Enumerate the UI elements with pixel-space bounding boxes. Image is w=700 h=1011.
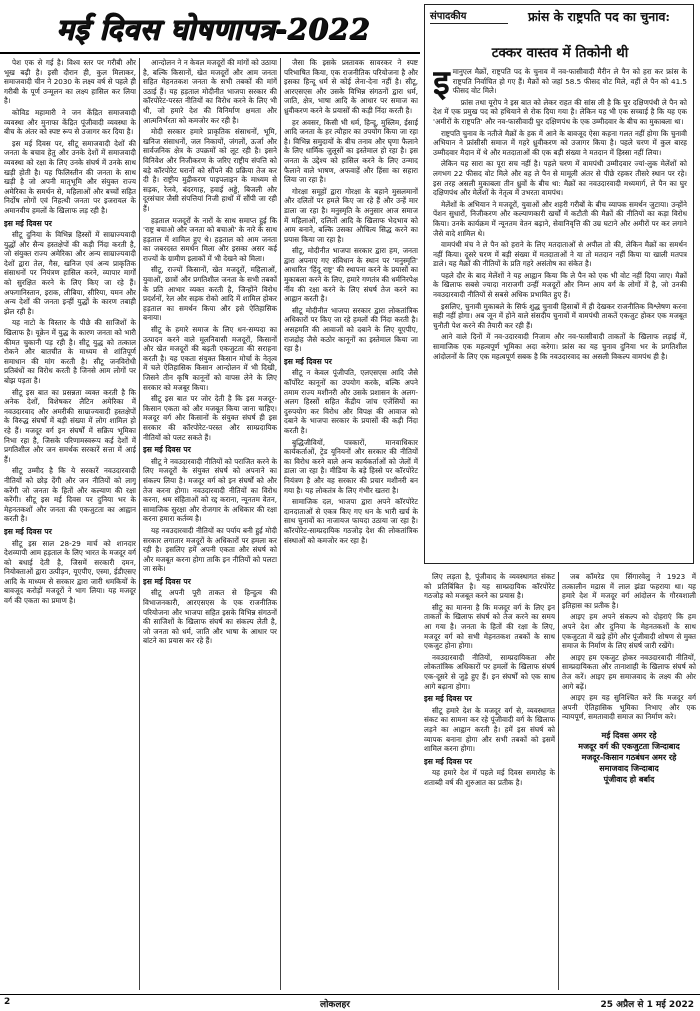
paragraph: यह नवउदारवादी नीतियों का पर्याय बनी हुई मोदी सरकार लगातार मजदूरों के अधिकारों पर हमला कर रही है। इसलिए हमें अपनी एकता और संघर्ष को और मजबूत करना होगा ताकि इन नीतियों को पलटा जा सके। (143, 525, 277, 574)
paragraph: हड़ताल मजदूरों के नारों के साथ समाप्त हुई कि 'राष्ट्र बचाओ और जनता को बचाओ' के नारे के साथ हड़ताल में शामिल हुए थे। हड़ताल को आम जनता का जबरदस्त समर्थन मिला और इसका असर कई राज्यों के ग्रामीण इलाकों में भी देखने को मिला। (143, 215, 277, 263)
paragraph: सीटू उम्मीद है कि ये सरकारें नवउदारवादी नीतियों को छोड़ देंगी और जन नीतियों को लागू करेंगी जो जनता के हितों और कल्याण की रक्षा करेंगी। सीटू इस मई दिवस पर दुनिया भर के मेहनतकशों और जनता की एकजुटता का आह्वान करती है। (4, 466, 136, 524)
section-subhead: इस मई दिवस पर (424, 694, 472, 704)
headline-rule (0, 52, 420, 54)
editorial-paragraph: इसलिए, चुनावी मुकाबले के सिर्फ शुद्ध चुनावी हिसाबों में ही देखकर राजनीतिक विश्लेषण करना सही नहीं होगा। अब जून में होने वाले संसदीय चुनावों में वामपंथी ताकतें एकजुट होकर एक मजबूत चुनौती पेश करने की तैयारी कर रही हैं। (433, 301, 687, 330)
paragraph: कोविड महामारी ने जन केंद्रित समाजवादी व्यवस्था और मुनाफा केंद्रित पूंजीवादी व्यवस्था के बीच के अंतर को स्पष्ट रूप से उजागर कर दिया है। (4, 107, 136, 137)
editorial-paragraph (433, 67, 687, 103)
editorial-body (433, 67, 687, 561)
paragraph: जब कॉमरेड एम सिंगारवेलु ने 1923 में तत्कालीन मद्रास में लाल झंडा फहराया था। यह हमारे देश में मजदूर वर्ग आंदोलन के गौरवशाली इतिहास का प्रतीक है। (562, 572, 696, 610)
issue-date: 25 अप्रैल से 1 मई 2022 (600, 1000, 694, 1010)
slogan-line: मजदूर-किसान गठबंधन अमर रहे (581, 752, 677, 762)
article-column-5 (562, 572, 696, 990)
editorial-paragraph: आने वाले दिनों में नव-उदारवादी निजाम और नव-फासीवादी ताकतों के खिलाफ लड़ाई में, सामाजिक एक महत्वपूर्ण भूमिका अदा करेगा। फ्रांस का यह चुनाव दुनिया भर के प्रगतिशील आंदोलनों के लिए एक महत्वपूर्ण सबक है कि नवउदारवाद का असली विकल्प वामपंथ ही है। (433, 332, 687, 361)
editorial-paragraph: राष्ट्रपति चुनाव के नतीजे मैक्रों के हक में आने के बावजूद ऐसा कहना गलत नहीं होगा कि चुनावी अभियान ने फ्रांसीसी समाज में गहरे ध्रुवीकरण को उजागर किया है। पहले चरण में कुल बारह उम्मीदवार मैदान में थे और मतदाताओं की एक बड़ी संख्या ने मतदान में हिस्सा नहीं लिया। (433, 128, 687, 157)
paragraph: सीटू इस बात का प्रसन्नता व्यक्त करती है कि अनेक देशों, विशेषकर लैटिन अमेरिका में नवउदारवाद और अमरीकी साम्राज्यवादी हस्तक्षेपों के विरुद्ध संघर्षों में बड़ी संख्या में लोग शामिल हो रहे हैं। मजदूर वर्ग इन संघर्षों में सक्रिय भूमिका निभा रहा है, जिसके परिणामस्वरूप कई देशों में प्रगतिशील और जन समर्थक सरकारें सत्ता में आई हैं। (4, 387, 136, 464)
paragraph: जैसा कि इसके प्रस्तावक सावरकर ने स्पष्ट परिभाषित किया, एक राजनीतिक परियोजना है और इसका हिन्दू धर्म से कोई लेना-देना नहीं है। सीटू, आरएसएस और उसके विभिन्न संगठनों द्वारा धर्म, जाति, क्षेत्र, भाषा आदि के आधार पर समाज का ध्रुवीकरण करने के प्रयासों की कड़ी निंदा करती है। (284, 58, 418, 115)
slogan-line: मजदूर वर्ग की एकजुटता जिन्दाबाद (578, 741, 680, 751)
paragraph: सीटू, राज्यों किसानों, खेत मजदूरों, महिलाओं, युवाओं, छात्रों और प्रगतिशील जनता के सभी तबकों के प्रति आभार व्यक्त करती है, जिन्होंने विरोध प्रदर्शनों, रेल और सड़क रोको आदि में शामिल होकर हड़ताल का समर्थन किया और इसे ऐतिहासिक बनाया। (143, 265, 277, 323)
page-headline: मई दिवस घोषणापत्र-2022 (55, 11, 371, 46)
editorial-paragraph-text: मानुएल मैक्रों, राष्ट्रपति पद के चुनाव में नव-फासीवादी मैरीन ले पैन को हरा कर फ्रांस के राष्ट्रपति निर्वाचित हो गए हैं। मैक्रों को जहां 58.5 फीसद वोट मिले, वहीं ले पैन को 41.5 फीसद वोट मिले। (452, 67, 687, 96)
editorial-label-underline (430, 23, 508, 24)
editorial-paragraph: फ्रांस तथा यूरोप ने इस बात को लेकर राहत की सांस ली है कि घुर दक्षिणपंथी ले पैन को देश में एक प्रमुख पद को हथियाने से रोक दिया गया है। लेकिन यह भी एक सच्चाई है कि यह एक 'अमीरों के राष्ट्रपति' और नव-फासीवादी घुर दक्षिणपंथ के एक उम्मीदवार के बीच का मुकाबला था। (433, 97, 687, 126)
paragraph: सीटू इस बात पर जोर देती है कि इस मजदूर-किसान एकता को और मजबूत किया जाना चाहिए। मजदूर वर्ग और किसानों के संयुक्त संघर्ष ही इस सरकार की कॉरपोरेट-परस्त और साम्प्रदायिक नीतियों को पलट सकते हैं। (143, 394, 277, 442)
article-column-1 (4, 58, 136, 990)
paragraph: यह नाटो के विस्तार के पीछे की साजिशों के खिलाफ है। यूक्रेन में युद्ध के कारण जनता को भारी कीमत चुकानी पड़ रही है। सीटू युद्ध को तत्काल रोकने और बातचीत के माध्यम से शांतिपूर्ण समाधान की मांग करती है। सीटू जनविरोधी प्रतिबंधों का विरोध करती है जिनसे आम लोगों पर बोझ पड़ता है। (4, 318, 136, 385)
paragraph: सीटू दुनिया के विभिन्न हिस्सों में साम्राज्यवादी युद्धों और सैन्य हस्तक्षेपों की कड़ी निंदा करती है, जो संयुक्त राज्य अमेरिका और अन्य साम्राज्यवादी देशों द्वारा तेल, गैस, खनिज एवं अन्य प्राकृतिक संसाधनों पर नियंत्रण हासिल करने, व्यापार मार्गों को सुरक्षित करने के लिए किए जा रहे हैं। अफगानिस्तान, इराक, लीबिया, सीरिया, यमन और अन्य देशों की जनता इन्हीं युद्धों के कारण तबाही झेल रही है। (4, 230, 136, 316)
section-subhead: इस मई दिवस पर (424, 756, 472, 766)
paragraph: मोदी सरकार हमारे प्राकृतिक संसाधनों, भूमि, खनिज संसाधनों, जल निकायों, जंगलों, ऊर्जा और सार्वजनिक क्षेत्र के उपक्रमों को लूट रही है। इसने विनिवेश और निजीकरण के जरिए राष्ट्रीय संपत्ति को बड़े कॉरपोरेट घरानों को सौंपने की प्रक्रिया तेज कर दी है। राष्ट्रीय मुद्रीकरण पाइपलाइन के माध्यम से सड़क, रेलवे, बंदरगाह, हवाई अड्डे, बिजली और दूरसंचार जैसी संपत्तियां निजी हाथों में सौंपी जा रही हैं। (143, 127, 277, 213)
paragraph: लिए लड़ता है, पूंजीवाद के व्यवस्थागत संकट को प्रतिबिंबित है। यह साम्प्रदायिक कॉरपोरेट गठजोड़ को मजबूत करने का प्रयास है। (424, 572, 555, 601)
paragraph: आन्दोलन ने न केवल मजदूरों की मांगों को उठाया है, बल्कि किसानों, खेत मजदूरों और आम जनता सहित मेहनतकश जनता के सभी तबकों की मांगें उठाई हैं। यह हड़ताल मोदीनीत भाजपा सरकार की कॉरपोरेट-परस्त नीतियों का विरोध करने के लिए भी थी, जो हमारे देश की विनिर्माण क्षमता और आत्मनिर्भरता को कमजोर कर रही है। (143, 58, 277, 125)
slogan-line: पूंजीवाद हो बर्बाद (603, 774, 655, 784)
section-subhead: इस मई दिवस पर (143, 576, 191, 586)
column-divider (558, 572, 559, 990)
article-column-3 (284, 58, 418, 990)
paragraph: पेश एक से गई है। विश्व स्तर पर गरीबी और भूख बढ़ी है। इसी दौरान ही, कुल मिलाकर, समाजवादी चीन ने 2030 के लक्ष्य वर्ष से पहले ही गरीबी के पूर्ण उन्मूलन का लक्ष्य हासिल कर लिया है। (4, 58, 136, 106)
paragraph: गोरक्षा समूहों द्वारा गोरक्षा के बहाने मुसलमानों और दलितों पर हमले किए जा रहे हैं और उन्हें मार डाला जा रहा है। मनुस्मृति के अनुसार आज समाज में महिलाओं, दलितों आदि के खिलाफ भेदभाव को आम बनाने, बल्कि उसका औचित्य सिद्ध करने का प्रयास किया जा रहा है। (284, 186, 418, 244)
column-divider (139, 58, 140, 990)
paragraph: आइए हम अपने संकल्प को दोहराएं कि हम अपने देश और दुनिया के मेहनतकशों के साथ एकजुटता में खड़े होंगे और पूंजीवादी शोषण से मुक्त समाज के निर्माण के लिए संघर्ष जारी रखेंगे। (562, 612, 696, 651)
editorial-paragraph: वामपंथी मंच ने ले पैन को हराने के लिए मतदाताओं से अपील तो की, लेकिन मैक्रों का समर्थन नहीं किया। दूसरे चरण में बड़ी संख्या में मतदाताओं ने या तो मतदान नहीं किया या खाली मतपत्र डाले। यह मैक्रों की नीतियों के प्रति गहरे असंतोष का संकेत है। (433, 240, 687, 269)
editorial-title: फ्रांस के राष्ट्रपति पद का चुनाव: (527, 9, 671, 24)
paragraph: सीटू न केवल पूंजीपति, एलएसएस आदि जैसे कॉर्पोरेट कानूनों का उपयोग करके, बल्कि अपने तमाम राज्य मशीनरी और उसके प्रशासन के अलग-अलग हिस्सों सहित केंद्रीय जांच एजेंसियों का दुरुपयोग कर विरोध और विपक्ष की आवाज को दबाने के भाजपा सरकार के प्रयासों की कड़ी निंदा करती है। (284, 368, 418, 435)
paragraph: यह हमारे देश में पहले मई दिवस समारोह के शताब्दी वर्ष की शुरुआत का प्रतीक है। (424, 768, 555, 787)
paragraph: हर अवसर, किसी भी धर्म, हिन्दू, मुस्लिम, ईसाई आदि जनता के हर त्यौहार का उपयोग किया जा रहा है। विभिन्न समुदायों के बीच तनाव और घृणा फैलाने के लिए धार्मिक जुलूसों का इस्तेमाल हो रहा है। इस जनता के उद्देश्य को हासिल करने के लिए उन्माद फैलाने वाले भाषण, अफवाहें और हिंसा का सहारा लिया जा रहा है। (284, 117, 418, 185)
section-subhead: इस मई दिवस पर (4, 526, 52, 536)
paragraph: सीटू ने नवउदारवादी नीतियों को पराजित करने के लिए मजदूरों के संयुक्त संघर्ष को अपनाने का संकल्प लिया है। मजदूर वर्ग को इन संघर्षों को और तेज करना होगा। नवउदारवादी नीतियों का विरोध करना, श्रम संहिताओं को रद्द कराना, न्यूनतम वेतन, सामाजिक सुरक्षा और रोजगार के अधिकार की रक्षा करना हमारा कर्तव्य है। (143, 456, 277, 524)
section-subhead: इस मई दिवस पर (284, 356, 332, 366)
paragraph: सीटू हमारे देश के मजदूर वर्ग से, व्यवस्थागत संकट का सामना कर रहे पूंजीवादी वर्ग के खिलाफ लड़ने का आह्वान करती है। हमें इस संघर्ष को व्यापक बनाना होगा और सभी तबकों को इसमें शामिल करना होगा। (424, 705, 555, 754)
article-column-4 (424, 572, 555, 990)
slogan-line: मई दिवस अमर रहे (601, 730, 657, 740)
paragraph: सीटू अपनी पूरी ताकत से हिन्दुत्व की विभाजनकारी, आरएसएस के एक राजनीतिक परियोजना और भाजपा सहित इसके विभिन्न संगठनों की साजिशों के खिलाफ संघर्ष का संकल्प लेती है, जो जनता को धर्म, जाति और भाषा के आधार पर बांटने का प्रयास कर रहे हैं। (143, 588, 277, 646)
slogans-block (562, 730, 696, 785)
newspaper-name: लोकलहर (320, 1000, 350, 1010)
article-column-2 (143, 58, 277, 990)
paragraph: सामाजिक दल, भाजपा द्वारा अपने कॉरपोरेट दानदाताओं से एकत्र किए गए धन के भारी खर्च के साथ चुनावों का नाजायज फायदा उठाया जा रहा है। कॉरपोरेट-साम्प्रदायिक गठजोड़ देश की लोकतांत्रिक संस्थाओं को कमजोर कर रहा है। (284, 497, 418, 545)
paragraph: इस मई दिवस पर, सीटू समाजवादी देशों की जनता के बचाव हेतु और उनके देशों में समाजवादी व्यवस्था को रक्षा के लिए उनके संघर्ष में उनके साथ खड़ी होती है। यह फिलिस्तीन की जनता के साथ खड़ी है जो अपनी मातृभूमि और संयुक्त राज्य अमेरिका के समर्थन से, महिलाओं और बच्चों सहित निर्दोष लोगों एवं निहत्थी जनता पर इजरायल के अमानवीय हमलों के खिलाफ लड़ रही है। (4, 138, 136, 215)
footer-rule (0, 994, 700, 995)
drop-cap: इ (433, 67, 450, 103)
editorial-paragraph: मेलेंशों के अभियान ने मजदूरों, युवाओं और शहरी गरीबों के बीच व्यापक समर्थन जुटाया। उन्होंने पेंशन सुधारों, निजीकरण और कल्याणकारी खर्चों में कटौती की मैक्रों की नीतियों का कड़ा विरोध किया। उनके कार्यक्रम में न्यूनतम वेतन बढ़ाने, सेवानिवृत्ति की उम्र घटाने और अमीरों पर कर लगाने जैसे वादे शामिल थे। (433, 199, 687, 238)
paragraph: बुद्धिजीवियों, पत्रकारों, मानवाधिकार कार्यकर्ताओं, ट्रेड यूनियनों और सरकार की नीतियों का विरोध करने वाले अन्य कार्यकर्ताओं को जेलों में डाला जा रहा है। मीडिया के बड़े हिस्से पर कॉरपोरेट नियंत्रण है और वह सरकार की प्रचार मशीनरी बन गया है। यह लोकतंत्र के लिए गंभीर खतरा है। (284, 437, 418, 495)
page-number: 2 (4, 997, 11, 1007)
editorial-box (424, 4, 694, 564)
paragraph: सीटू इस साल 28-29 मार्च को शानदार देशव्यापी आम हड़ताल के लिए भारत के मजदूर वर्ग को बधाई देती है, जिसमें सरकारी दमन, नियोक्ताओं द्वारा उत्पीड़न, यूएपीए, एस्मा, ईडीएसए आदि के माध्यम से सरकार द्वारा जारी धमकियों के बावजूद करोड़ों मजदूरों ने भाग लिया। यह मजदूर वर्ग की एकता का प्रमाण है। (4, 538, 136, 606)
slogan-line: समाजवाद जिन्दाबाद (599, 763, 659, 773)
paragraph: नवउदारवादी नीतियों, साम्प्रदायिकता और लोकतांत्रिक अधिकारों पर हमलों के खिलाफ संघर्ष एक-दूसरे से जुड़े हुए हैं। इन संघर्षों को एक साथ आगे बढ़ाना होगा। (424, 652, 555, 691)
editorial-paragraph: पहले दौर के बाद मेलेंशों ने यह आह्वान किया कि ले पैन को एक भी वोट नहीं दिया जाए। मैक्रों के खिलाफ सबसे ज्यादा नाराजगी उन्हीं मजदूरों और निम्न आय वर्ग के लोगों में है, जो उनकी नवउदारवादी नीतियों से सबसे अधिक प्रभावित हुए हैं। (433, 270, 687, 300)
editorial-label: संपादकीय (430, 11, 467, 22)
paragraph: आइए हम यह सुनिश्चित करें कि मजदूर वर्ग अपनी ऐतिहासिक भूमिका निभाए और एक न्यायपूर्ण, समतावादी समाज का निर्माण करे। (562, 693, 696, 722)
section-subhead: इस मई दिवस पर (4, 218, 52, 228)
section-subhead: इस मई दिवस पर (143, 445, 191, 455)
paragraph: सीटू मोदीनीत भाजपा सरकार द्वारा लोकतांत्रिक अधिकारों पर किए जा रहे हमलों की निंदा करती है। असहमति की आवाजों को दबाने के लिए यूएपीए, राजद्रोह जैसे कठोर कानूनों का इस्तेमाल किया जा रहा है। (284, 305, 418, 354)
editorial-subtitle: टक्कर वास्तव में तिकोनी थी (491, 45, 629, 61)
paragraph: आइए हम एकजुट होकर नवउदारवादी नीतियों, साम्प्रदायिकता और तानाशाही के खिलाफ संघर्ष को तेज करें। आइए हम समाजवाद के लक्ष्य की ओर आगे बढ़ें। (562, 652, 696, 691)
paragraph: सीटू के हमारे समाज के लिए धन-सम्पदा का उत्पादन करने वाले मूलनिवासी मजदूरों, किसानों और खेत मजदूरों की बढ़ती एकजुटता की सराहना करती है। यह एकता संयुक्त किसान मोर्चा के नेतृत्व में चले ऐतिहासिक किसान आन्दोलन में भी दिखी, जिसने तीन कृषि कानूनों को वापस लेने के लिए सरकार को मजबूर किया। (143, 325, 277, 392)
paragraph: सीटू का मानना है कि मजदूर वर्ग के लिए इन ताकतों के खिलाफ संघर्ष को तेज करने का समय आ गया है। जनता के हितों की रक्षा के लिए, मजदूर वर्ग को सभी मेहनतकश तबकों के साथ एकजुट होना होगा। (424, 602, 555, 651)
paragraph: सीटू, मोदीनीत भाजपा सरकार द्वारा हम, जनता द्वारा अपनाए गए संविधान के स्थान पर 'मनुस्मृति' आधारित 'हिंदू राष्ट्र' की स्थापना करने के प्रयासों का मुकाबला करने के लिए, हमारे गणतंत्र की धर्मनिरपेक्ष नींव की रक्षा करने के लिए संघर्ष तेज करने का आह्वान करती है। (284, 246, 418, 304)
editorial-paragraph: लेकिन यह सारा का पूरा सच नहीं है। पहले चरण में वामपंथी उम्मीदवार ज्यां-लुक मेलेंशों को लगभग 22 फीसद वोट मिले और वह ले पैन से मामूली अंतर से पीछे रहकर तीसरे स्थान पर रहे। इस तरह असली मुकाबला तीन ध्रुवों के बीच था: मैक्रों का नवउदारवादी मध्यमार्ग, ले पैन का घुर दक्षिणपंथ और मेलेंशों के नेतृत्व में उभरता वामपंथ। (433, 159, 687, 198)
column-divider (280, 58, 281, 990)
